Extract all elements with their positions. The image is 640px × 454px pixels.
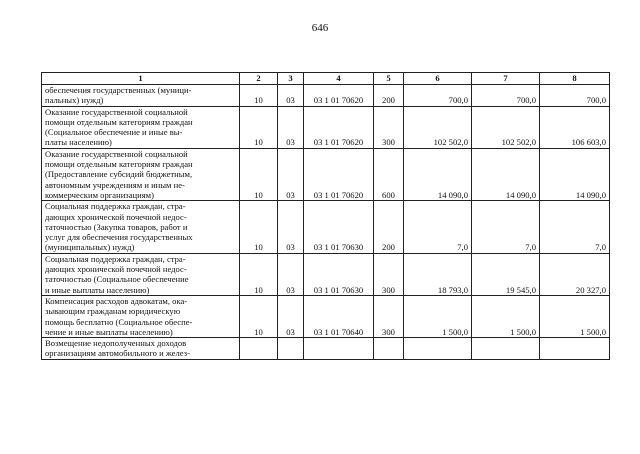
row-name-line: таточностью (Закупка товаров, работ и bbox=[45, 221, 188, 232]
amount-cell-3: 700,0 bbox=[540, 85, 610, 107]
row-name-cell bbox=[42, 148, 240, 200]
row-name-line: помощи отдельным категориям граждан bbox=[45, 116, 193, 127]
row-name-line: (муниципальных) нужд) bbox=[45, 242, 135, 253]
amount-cell-1: 1 500,0 bbox=[404, 295, 472, 337]
target-article-cell: 03 1 01 70620 bbox=[304, 106, 374, 148]
budget-table bbox=[41, 72, 610, 360]
amount-cell-1: 700,0 bbox=[404, 85, 472, 107]
amount-cell-1: 102 502,0 bbox=[404, 106, 472, 148]
section-code-cell: 10 bbox=[240, 201, 278, 253]
row-name-cell bbox=[42, 295, 240, 337]
section-code-cell: 10 bbox=[240, 148, 278, 200]
amount-cell-1 bbox=[404, 338, 472, 360]
row-name-line: Компенсация расходов адвокатам, ока- bbox=[45, 295, 188, 306]
header-row bbox=[42, 73, 610, 85]
expense-type-cell: 200 bbox=[374, 201, 404, 253]
target-article-cell bbox=[304, 338, 374, 360]
amount-cell-3: 1 500,0 bbox=[540, 295, 610, 337]
section-code-cell: 10 bbox=[240, 253, 278, 295]
subsection-code-cell: 03 bbox=[278, 295, 304, 337]
subsection-code-cell bbox=[278, 338, 304, 360]
table-row bbox=[42, 106, 610, 148]
table-row bbox=[42, 253, 610, 295]
target-article-cell: 03 1 01 70620 bbox=[304, 148, 374, 200]
row-name-cell bbox=[42, 338, 240, 360]
target-article-cell: 03 1 01 70630 bbox=[304, 201, 374, 253]
amount-cell-3: 106 603,0 bbox=[540, 106, 610, 148]
section-code-cell: 10 bbox=[240, 295, 278, 337]
table-row bbox=[42, 201, 610, 253]
amount-cell-1: 7,0 bbox=[404, 201, 472, 253]
expense-type-cell: 300 bbox=[374, 106, 404, 148]
row-name-line: коммерческим организациям) bbox=[45, 189, 154, 200]
amount-cell-3 bbox=[540, 338, 610, 360]
amount-cell-3: 20 327,0 bbox=[540, 253, 610, 295]
subsection-code-cell: 03 bbox=[278, 85, 304, 107]
page-number: 646 bbox=[311, 22, 329, 34]
row-name-line: и иные выплаты населению) bbox=[45, 284, 150, 295]
row-name-line: дающих хронической почечной недос- bbox=[45, 264, 187, 275]
subsection-code-cell: 03 bbox=[278, 253, 304, 295]
table-row bbox=[42, 295, 610, 337]
section-code-cell bbox=[240, 338, 278, 360]
row-name-cell bbox=[42, 106, 240, 148]
amount-cell-2: 102 502,0 bbox=[472, 106, 540, 148]
target-article-cell: 03 1 01 70620 bbox=[304, 85, 374, 107]
amount-cell-2: 700,0 bbox=[472, 85, 540, 107]
expense-type-cell: 200 bbox=[374, 85, 404, 107]
row-name-line: чение и иные выплаты населению) bbox=[45, 326, 173, 337]
target-article-cell: 03 1 01 70640 bbox=[304, 295, 374, 337]
table-row bbox=[42, 338, 610, 360]
row-name-line: таточностью (Социальное обеспечение bbox=[45, 274, 189, 285]
amount-cell-1: 18 793,0 bbox=[404, 253, 472, 295]
section-code-cell: 10 bbox=[240, 85, 278, 107]
expense-type-cell bbox=[374, 338, 404, 360]
row-name-line: Оказание государственной социальной bbox=[45, 148, 188, 159]
row-name-line: автономным учреждениям и иным не- bbox=[45, 179, 185, 190]
row-name-line: зывающим гражданам юридическую bbox=[45, 306, 181, 317]
section-code-cell: 10 bbox=[240, 106, 278, 148]
table-row bbox=[42, 85, 610, 107]
target-article-cell: 03 1 01 70630 bbox=[304, 253, 374, 295]
row-name-line: Социальная поддержка граждан, стра- bbox=[45, 253, 186, 264]
expense-type-cell: 300 bbox=[374, 253, 404, 295]
row-name-line: пальных) нужд) bbox=[45, 95, 104, 106]
row-name-line: Возмещение недополученных доходов bbox=[45, 338, 187, 349]
header-cell: 8 bbox=[540, 73, 610, 85]
amount-cell-2: 14 090,0 bbox=[472, 148, 540, 200]
amount-cell-2 bbox=[472, 338, 540, 360]
header-cell: 6 bbox=[404, 73, 472, 85]
row-name-line: помощи отдельным категориям граждан bbox=[45, 159, 193, 170]
subsection-code-cell: 03 bbox=[278, 106, 304, 148]
row-name-line: Социальная поддержка граждан, стра- bbox=[45, 201, 186, 212]
amount-cell-3: 7,0 bbox=[540, 201, 610, 253]
header-cell: 7 bbox=[472, 73, 540, 85]
row-name-cell bbox=[42, 253, 240, 295]
row-name-line: обеспечения государственных (муници- bbox=[45, 85, 192, 95]
amount-cell-2: 7,0 bbox=[472, 201, 540, 253]
amount-cell-2: 19 545,0 bbox=[472, 253, 540, 295]
row-name-line: Оказание государственной социальной bbox=[45, 106, 188, 117]
row-name-cell bbox=[42, 201, 240, 253]
header-cell: 1 bbox=[42, 73, 240, 85]
header-cell: 2 bbox=[240, 73, 278, 85]
subsection-code-cell: 03 bbox=[278, 201, 304, 253]
row-name-line: платы населению) bbox=[45, 137, 112, 148]
page-bottom-edge bbox=[41, 446, 609, 454]
header-cell: 4 bbox=[304, 73, 374, 85]
table-body bbox=[42, 85, 610, 360]
amount-cell-1: 14 090,0 bbox=[404, 148, 472, 200]
row-name-cell bbox=[42, 85, 240, 107]
header-cell: 3 bbox=[278, 73, 304, 85]
amount-cell-2: 1 500,0 bbox=[472, 295, 540, 337]
row-name-line: услуг для обеспечения государственных bbox=[45, 232, 193, 243]
row-name-line: организациям автомобильного и желез- bbox=[45, 348, 190, 359]
row-name-line: помощь бесплатно (Социальное обеспе- bbox=[45, 316, 193, 327]
expense-type-cell: 300 bbox=[374, 295, 404, 337]
expense-type-cell: 600 bbox=[374, 148, 404, 200]
header-cell: 5 bbox=[374, 73, 404, 85]
row-name-line: (Социальное обеспечение и иные вы- bbox=[45, 127, 183, 138]
subsection-code-cell: 03 bbox=[278, 148, 304, 200]
row-name-line: дающих хронической почечной недос- bbox=[45, 211, 187, 222]
amount-cell-3: 14 090,0 bbox=[540, 148, 610, 200]
row-name-line: (Предоставление субсидий бюджетным, bbox=[45, 169, 193, 180]
table-row bbox=[42, 148, 610, 200]
